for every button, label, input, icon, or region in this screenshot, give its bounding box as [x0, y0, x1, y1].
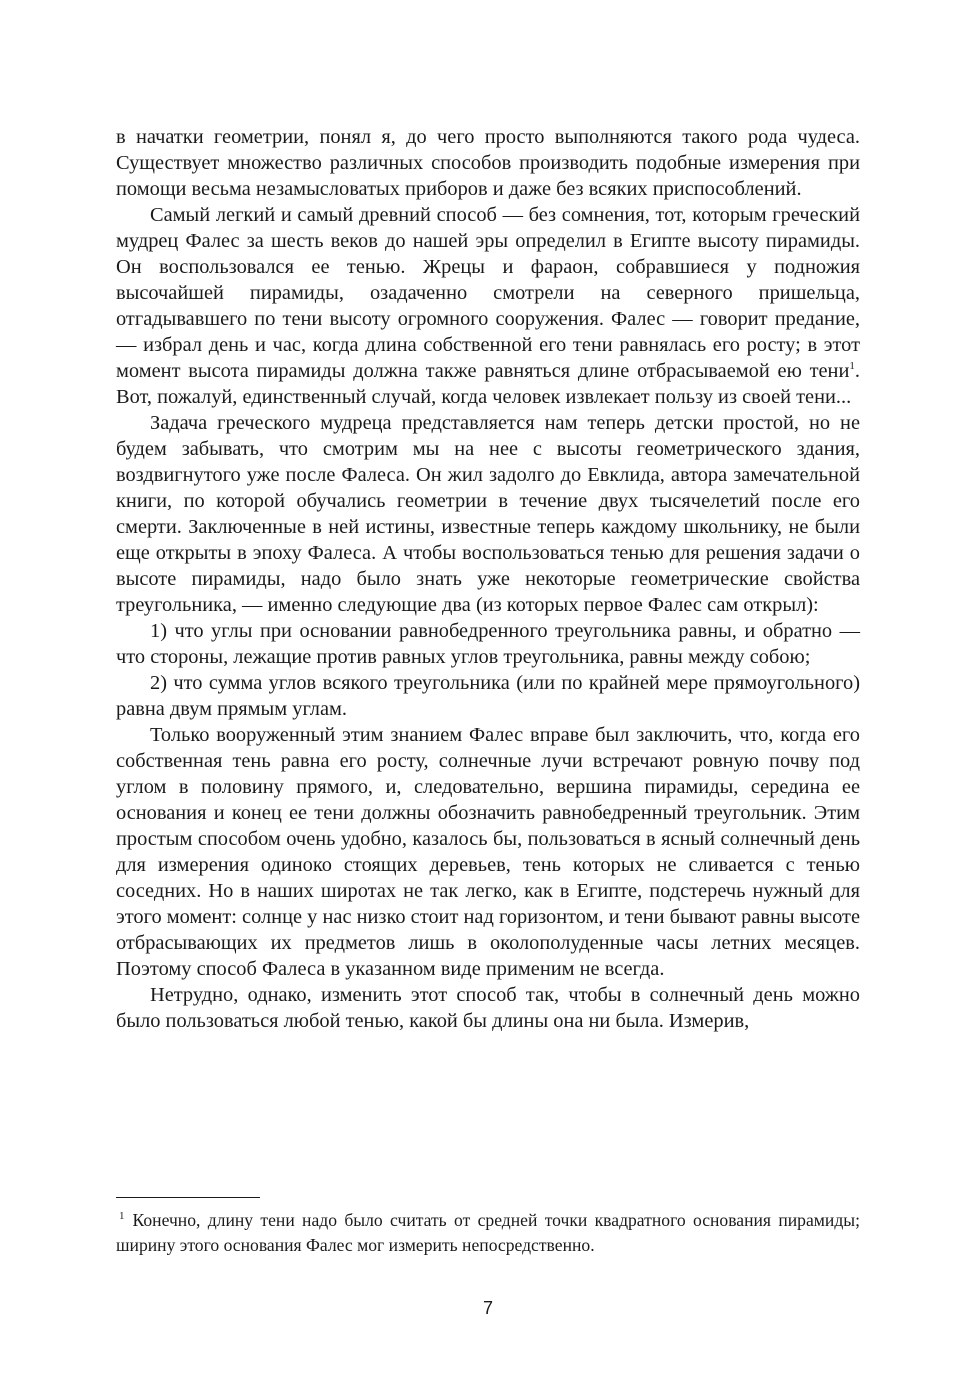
list-item-1: 1) что углы при основании равнобедренного треугольника равны, и обратно — что стороны, лежащие против равных углов треугольника, равны между собою; [116, 620, 860, 668]
paragraph-3: Задача греческого мудреца представляется нам теперь детски простой, но не будем забывать, что смотрим мы на нее с высоты геометрического здания, воздвигнутого уже после Фалеса. Он жил задолго до Евклида, автора замечательной книги, по которой обучались геометрии в течение двух тысячелетий после его смерти. Заключенные в ней истины, известные теперь каждому школьнику, не были еще открыты в эпоху Фалеса. А чтобы воспользоваться тенью для решения задачи о высоте пирамиды, надо было знать уже некоторые геометрические свойства треугольника, — именно следующие два (из которых первое Фалес сам открыл): [116, 412, 860, 616]
page-body [116, 124, 860, 1034]
paragraph-2 [116, 202, 860, 410]
footnote [116, 1208, 860, 1258]
page-number: 7 [482, 1298, 493, 1318]
paragraph-5: Нетрудно, однако, изменить этот способ так, чтобы в солнечный день можно было пользоваться любой тенью, какой бы длины она ни была. Измерив, [116, 984, 860, 1032]
paragraph-2-tail: . Вот, пожалуй, единственный случай, когда человек извлекает пользу из своей тени... [116, 360, 860, 408]
footnote-text: Конечно, длину тени надо было считать от средней точки квадратного основания пирамиды; ширину этого основания Фалес мог измерить непосредственно. [116, 1210, 860, 1255]
list-item-2: 2) что сумма углов всякого треугольника (или по крайней мере прямоугольного) равна двум прямым углам. [116, 672, 860, 720]
paragraph-2-text: Самый легкий и самый древний способ — без сомнения, тот, которым греческий мудрец Фалес за шесть веков до нашей эры определил в Египте высоту пирамиды. Он воспользовался ее тенью. Жрецы и фараон, собравшиеся у подножия высочайшей пирамиды, озадаченно смотрели на северного пришельца, отгадывавшего по тени высоту огромного сооружения. Фалес — говорит предание, — избрал день и час, когда длина собственной его тени равнялась его росту; в этот момент высота пирамиды должна также равняться длине отбрасываемой ею тени [116, 204, 860, 382]
paragraph-1: в начатки геометрии, понял я, до чего просто выполняются такого рода чудеса. Существует множество различных способов производить подобные измерения при помощи весьма незамысловатых приборов и даже без всяких приспособлений. [116, 126, 860, 200]
footnote-divider [116, 1197, 260, 1198]
footnote-mark: 1 [119, 1210, 125, 1223]
paragraph-4: Только вооруженный этим знанием Фалес вправе был заключить, что, когда его собственная тень равна его росту, солнечные лучи встречают ровную почву под углом в половину прямого, и, следовательно, вершина пирамиды, середина ее основания и конец ее тени должны обозначить равнобедренный треугольник. Этим простым способом очень удобно, казалось бы, пользоваться в ясный солнечный день для измерения одиноко стоящих деревьев, тень которых не сливается с тенью соседних. Но в наших широтах не так легко, как в Египте, подстеречь нужный для этого момент: солнце у нас низко стоит над горизонтом, и тени бывают равны высоте отбрасывающих их предметов лишь в околополуденные часы летних месяцев. Поэтому способ Фалеса в указанном виде применим не всегда. [116, 724, 860, 980]
footnote-reference[interactable]: 1 [849, 360, 855, 373]
